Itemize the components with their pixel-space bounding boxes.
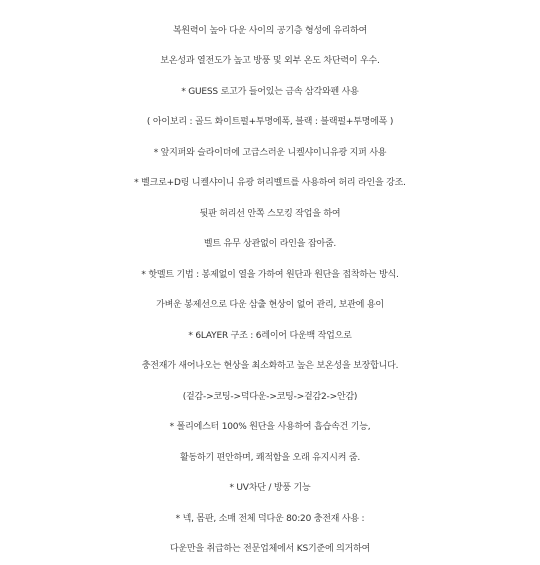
description-line: * 6LAYER 구조 : 6레이어 다운백 작업으로 [188, 330, 352, 341]
description-line: * 핫멜트 기법 : 봉제없이 열을 가하여 원단과 원단을 접착하는 방식. [141, 269, 399, 280]
description-line: * 넥, 몸판, 소매 전체 덕다운 80:20 충전재 사용 : [175, 513, 365, 524]
description-line: 벨트 유무 상관없이 라인을 잡아줌. [203, 239, 337, 249]
description-line: * UV차단 / 방풍 기능 [229, 483, 311, 493]
description-line: 충전재가 새어나오는 현상을 최소화하고 높은 보온성을 보장합니다. [141, 361, 399, 371]
description-line: * 벨크로+D링 니켈샤이니 유광 허리벨트를 사용하여 허리 라인을 강조. [134, 178, 406, 188]
description-line: * GUESS 로고가 들어있는 금속 삼각와펜 사용 [181, 86, 359, 97]
description-line: (겉감->코팅->덕다운->코팅->겉감2->안감) [182, 391, 358, 402]
description-line: 가벼운 봉제선으로 다운 삼출 현상이 없어 관리, 보관에 용이 [156, 300, 384, 310]
description-line: 보온성과 열전도가 높고 방풍 및 외부 온도 차단력이 우수. [160, 56, 380, 66]
description-line: ( 아이보리 : 골드 화이트펄+투명에폭, 블랙 : 블랙펄+투명에폭 ) [146, 117, 394, 127]
description-line [0, 0, 540, 16]
description-line: * 폴리에스터 100% 원단을 사용하여 흡습속건 기능, [169, 422, 371, 432]
description-line: 다운만을 취급하는 전문업체에서 KS기준에 의거하여 [169, 544, 371, 554]
description-line: 뒷판 허리선 안쪽 스모킹 작업을 하여 [199, 208, 341, 219]
description-line: 활동하기 편안하며, 쾌적함을 오래 유지시켜 줌. [179, 452, 360, 463]
description-line: 복원력이 높아 다운 사이의 공기층 형성에 유리하여 [172, 25, 368, 36]
description-line: * 앞지퍼와 슬라이더에 고급스러운 니켈샤이니유광 지퍼 사용 [153, 147, 387, 158]
